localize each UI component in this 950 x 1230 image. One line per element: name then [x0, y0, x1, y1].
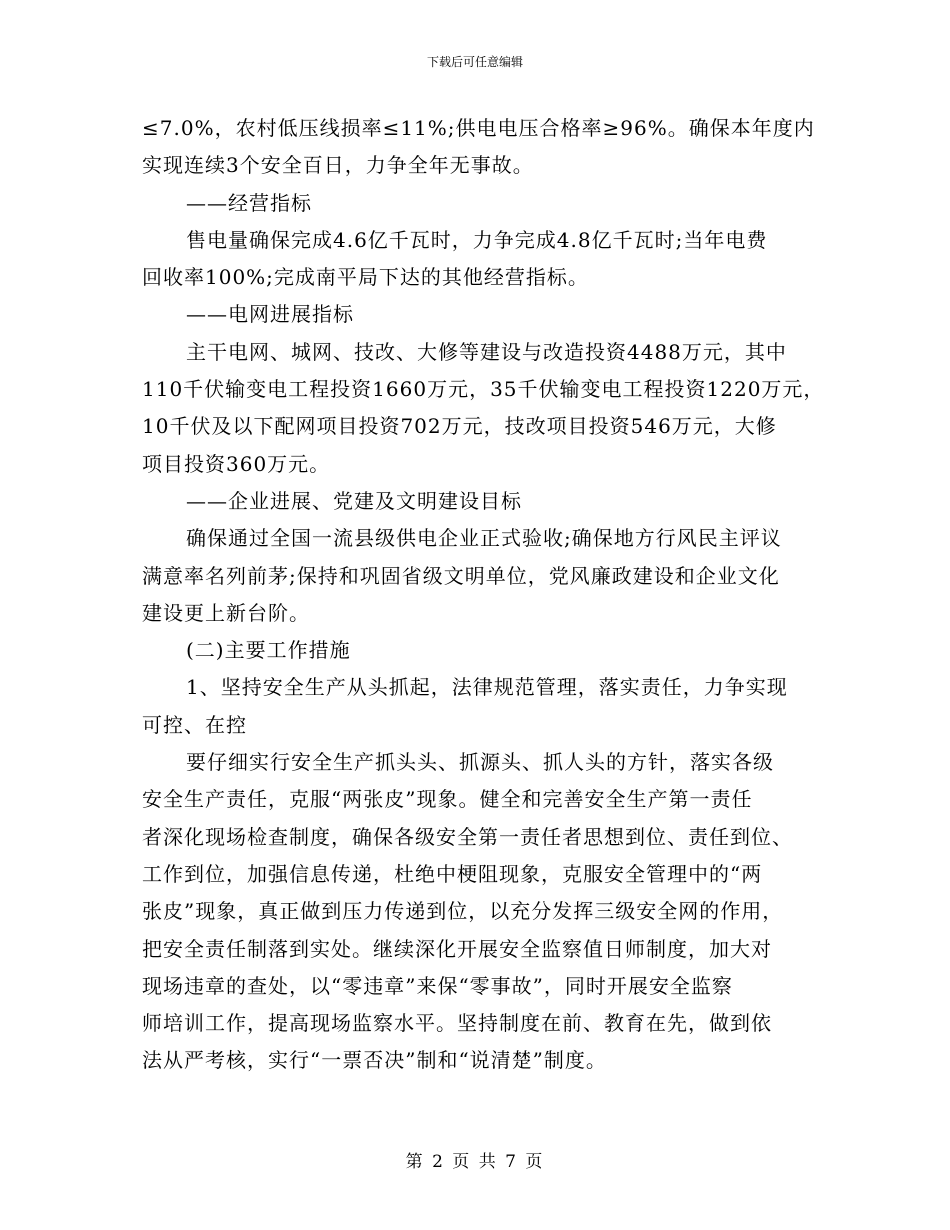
text-line: 确保通过全国一流县级供电企业正式验收;确保地方行风民主评议 [186, 526, 782, 551]
text-line: 满意率名列前茅;保持和巩固省级文明单位，党风廉政建设和企业文化 [142, 563, 780, 588]
text-line: 张皮”现象，真正做到压力传递到位，以充分发挥三级安全网的作用， [142, 899, 784, 924]
text-line: 回收率100%;完成南平局下达的其他经营指标。 [142, 265, 589, 290]
text-line: 师培训工作，提高现场监察水平。坚持制度在前、教育在先，做到依 [142, 1011, 772, 1036]
text-line: 现场违章的查处，以“零违章”来保“零事故”，同时开展安全监察 [142, 973, 733, 998]
text-line: 110千伏输变电工程投资1660万元，35千伏输变电工程投资1220万元， [142, 377, 825, 402]
page-header: 下载后可任意编辑 [426, 55, 523, 69]
text-line: 工作到位，加强信息传递，杜绝中梗阻现象，克服安全管理中的“两 [142, 861, 763, 886]
text-line: (二)主要工作措施 [186, 638, 351, 663]
text-line: 者深化现场检查制度，确保各级安全第一责任者思想到位、责任到位、 [142, 824, 793, 849]
text-line: ——电网进展指标 [186, 302, 354, 327]
text-line: 1、坚持安全生产从头抓起，法律规范管理，落实责任，力争实现 [186, 675, 788, 700]
text-line: 法从严考核，实行“一票否决”制和“说清楚”制度。 [142, 1048, 607, 1073]
text-line: 要仔细实行安全生产抓头头、抓源头、抓人头的方针，落实各级 [186, 750, 774, 775]
text-line: 项目投资360万元。 [142, 451, 331, 476]
text-line: 10千伏及以下配网项目投资702万元，技改项目投资546万元，大修 [142, 414, 777, 439]
text-line: ——企业进展、党建及文明建设目标 [186, 488, 522, 513]
text-line: 主干电网、城网、技改、大修等建设与改造投资4488万元，其中 [186, 339, 787, 364]
text-line: 建设更上新台阶。 [142, 600, 310, 625]
page-footer: 第 2 页 共 7 页 [405, 1152, 545, 1172]
text-line: 把安全责任制落到实处。继续深化开展安全监察值日师制度，加大对 [142, 936, 772, 961]
text-line: 实现连续3个安全百日，力争全年无事故。 [142, 153, 534, 178]
text-line: ≤7.0%，农村低压线损率≤11%;供电电压合格率≥96%。确保本年度内 [142, 116, 815, 140]
text-line: ——经营指标 [186, 190, 312, 215]
text-line: 安全生产责任，克服“两张皮”现象。健全和完善安全生产第一责任 [142, 787, 753, 812]
text-line: 售电量确保完成4.6亿千瓦时，力争完成4.8亿千瓦时;当年电费 [186, 227, 768, 252]
document-body [142, 110, 825, 1080]
text-line: 可控、在控 [142, 712, 247, 737]
